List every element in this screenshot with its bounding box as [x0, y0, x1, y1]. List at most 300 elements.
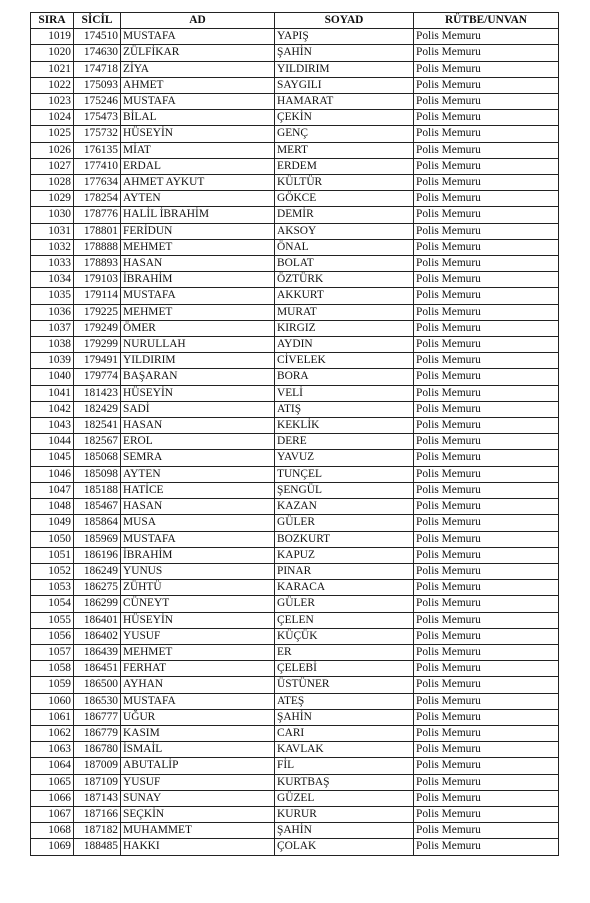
cell-soyad: DEMİR [275, 207, 414, 223]
header-sicil: SİCİL [74, 13, 121, 29]
cell-rutbe-unvan: Polis Memuru [414, 45, 559, 61]
cell-ad: HÜSEYİN [121, 612, 275, 628]
table-row [31, 175, 559, 191]
table-row [31, 499, 559, 515]
cell-sicil: 182429 [74, 401, 121, 417]
cell-sicil: 175246 [74, 94, 121, 110]
cell-rutbe-unvan: Polis Memuru [414, 547, 559, 563]
cell-soyad: ERDEM [275, 158, 414, 174]
table-row [31, 758, 559, 774]
cell-ad: CÜNEYT [121, 596, 275, 612]
cell-ad: MUSTAFA [121, 288, 275, 304]
cell-ad: ABUTALİP [121, 758, 275, 774]
cell-sira: 1046 [31, 466, 74, 482]
table-row [31, 806, 559, 822]
table-row [31, 693, 559, 709]
table-row [31, 369, 559, 385]
cell-soyad: ER [275, 644, 414, 660]
cell-sira: 1033 [31, 256, 74, 272]
cell-sira: 1044 [31, 434, 74, 450]
cell-soyad: KÜÇÜK [275, 628, 414, 644]
cell-sicil: 178888 [74, 239, 121, 255]
personnel-table [30, 12, 559, 856]
cell-rutbe-unvan: Polis Memuru [414, 256, 559, 272]
cell-sicil: 187166 [74, 806, 121, 822]
table-row [31, 661, 559, 677]
cell-sira: 1029 [31, 191, 74, 207]
header-ad: AD [121, 13, 275, 29]
cell-sira: 1062 [31, 725, 74, 741]
table-row [31, 191, 559, 207]
table-row [31, 628, 559, 644]
table-row [31, 774, 559, 790]
cell-ad: MUSTAFA [121, 531, 275, 547]
cell-sicil: 185467 [74, 499, 121, 515]
cell-soyad: SAYGILI [275, 77, 414, 93]
cell-soyad: ÇOLAK [275, 839, 414, 855]
cell-ad: AYHAN [121, 677, 275, 693]
cell-rutbe-unvan: Polis Memuru [414, 823, 559, 839]
table-row [31, 563, 559, 579]
table-row [31, 515, 559, 531]
cell-sicil: 186780 [74, 742, 121, 758]
table-row [31, 337, 559, 353]
cell-sira: 1067 [31, 806, 74, 822]
table-row [31, 94, 559, 110]
table-row [31, 353, 559, 369]
cell-sicil: 174718 [74, 61, 121, 77]
cell-ad: İBRAHİM [121, 547, 275, 563]
cell-sira: 1065 [31, 774, 74, 790]
cell-soyad: CİVELEK [275, 353, 414, 369]
cell-sira: 1069 [31, 839, 74, 855]
table-row [31, 207, 559, 223]
cell-sicil: 179774 [74, 369, 121, 385]
cell-sicil: 187109 [74, 774, 121, 790]
cell-soyad: KURUR [275, 806, 414, 822]
cell-sira: 1039 [31, 353, 74, 369]
cell-rutbe-unvan: Polis Memuru [414, 126, 559, 142]
table-row [31, 547, 559, 563]
cell-ad: FERHAT [121, 661, 275, 677]
cell-sira: 1041 [31, 385, 74, 401]
cell-soyad: ÖNAL [275, 239, 414, 255]
cell-sira: 1066 [31, 790, 74, 806]
cell-soyad: YAPIŞ [275, 29, 414, 45]
cell-ad: AHMET AYKUT [121, 175, 275, 191]
table-row [31, 401, 559, 417]
cell-sira: 1030 [31, 207, 74, 223]
cell-sicil: 174630 [74, 45, 121, 61]
cell-rutbe-unvan: Polis Memuru [414, 758, 559, 774]
cell-ad: MUSTAFA [121, 94, 275, 110]
cell-soyad: ATEŞ [275, 693, 414, 709]
table-row [31, 385, 559, 401]
cell-sicil: 186402 [74, 628, 121, 644]
cell-sira: 1020 [31, 45, 74, 61]
cell-sira: 1057 [31, 644, 74, 660]
cell-sicil: 182567 [74, 434, 121, 450]
cell-sicil: 185098 [74, 466, 121, 482]
cell-rutbe-unvan: Polis Memuru [414, 337, 559, 353]
cell-sicil: 182541 [74, 418, 121, 434]
cell-sicil: 177634 [74, 175, 121, 191]
cell-sicil: 179114 [74, 288, 121, 304]
cell-sicil: 187182 [74, 823, 121, 839]
cell-rutbe-unvan: Polis Memuru [414, 563, 559, 579]
cell-ad: MEHMET [121, 239, 275, 255]
cell-ad: ZÜLFİKAR [121, 45, 275, 61]
cell-ad: UĞUR [121, 709, 275, 725]
cell-ad: ZÜHTÜ [121, 580, 275, 596]
cell-soyad: ÇEKİN [275, 110, 414, 126]
cell-rutbe-unvan: Polis Memuru [414, 353, 559, 369]
cell-sicil: 175473 [74, 110, 121, 126]
table-row [31, 110, 559, 126]
header-sira: SIRA [31, 13, 74, 29]
table-row [31, 434, 559, 450]
cell-rutbe-unvan: Polis Memuru [414, 482, 559, 498]
table-row [31, 239, 559, 255]
cell-sira: 1047 [31, 482, 74, 498]
cell-soyad: GÜLER [275, 515, 414, 531]
table-row [31, 126, 559, 142]
header-rutbe-unvan: RÜTBE/UNVAN [414, 13, 559, 29]
cell-rutbe-unvan: Polis Memuru [414, 450, 559, 466]
cell-sira: 1032 [31, 239, 74, 255]
cell-ad: BİLAL [121, 110, 275, 126]
cell-sicil: 185864 [74, 515, 121, 531]
table-row [31, 612, 559, 628]
cell-sicil: 185068 [74, 450, 121, 466]
cell-sira: 1034 [31, 272, 74, 288]
cell-ad: HAKKI [121, 839, 275, 855]
cell-ad: MEHMET [121, 644, 275, 660]
table-row [31, 61, 559, 77]
cell-ad: SUNAY [121, 790, 275, 806]
cell-sicil: 186439 [74, 644, 121, 660]
cell-ad: ZİYA [121, 61, 275, 77]
cell-sira: 1048 [31, 499, 74, 515]
cell-soyad: KAVLAK [275, 742, 414, 758]
cell-ad: MUSA [121, 515, 275, 531]
cell-rutbe-unvan: Polis Memuru [414, 628, 559, 644]
cell-ad: İBRAHİM [121, 272, 275, 288]
cell-sicil: 186530 [74, 693, 121, 709]
cell-soyad: FİL [275, 758, 414, 774]
cell-sicil: 186275 [74, 580, 121, 596]
cell-soyad: HAMARAT [275, 94, 414, 110]
cell-rutbe-unvan: Polis Memuru [414, 790, 559, 806]
cell-sira: 1051 [31, 547, 74, 563]
cell-soyad: GÜLER [275, 596, 414, 612]
cell-rutbe-unvan: Polis Memuru [414, 239, 559, 255]
cell-sicil: 185969 [74, 531, 121, 547]
cell-sira: 1038 [31, 337, 74, 353]
table-row [31, 288, 559, 304]
cell-ad: MUSTAFA [121, 29, 275, 45]
cell-ad: SEÇKİN [121, 806, 275, 822]
cell-sira: 1063 [31, 742, 74, 758]
table-row [31, 790, 559, 806]
cell-sira: 1024 [31, 110, 74, 126]
cell-sira: 1037 [31, 320, 74, 336]
cell-soyad: KEKLİK [275, 418, 414, 434]
cell-sira: 1060 [31, 693, 74, 709]
table-row [31, 677, 559, 693]
table-row [31, 709, 559, 725]
cell-soyad: ÖZTÜRK [275, 272, 414, 288]
cell-soyad: BOZKURT [275, 531, 414, 547]
cell-rutbe-unvan: Polis Memuru [414, 110, 559, 126]
cell-ad: HASAN [121, 499, 275, 515]
cell-soyad: AYDIN [275, 337, 414, 353]
cell-soyad: BOLAT [275, 256, 414, 272]
cell-rutbe-unvan: Polis Memuru [414, 191, 559, 207]
cell-sira: 1049 [31, 515, 74, 531]
cell-ad: HÜSEYİN [121, 385, 275, 401]
cell-sicil: 181423 [74, 385, 121, 401]
cell-soyad: VELİ [275, 385, 414, 401]
cell-soyad: BORA [275, 369, 414, 385]
cell-sira: 1035 [31, 288, 74, 304]
cell-sira: 1036 [31, 304, 74, 320]
table-row [31, 29, 559, 45]
cell-ad: HASAN [121, 256, 275, 272]
cell-sira: 1031 [31, 223, 74, 239]
table-row [31, 482, 559, 498]
cell-rutbe-unvan: Polis Memuru [414, 693, 559, 709]
table-row [31, 45, 559, 61]
table-row [31, 839, 559, 855]
cell-sira: 1027 [31, 158, 74, 174]
table-row [31, 725, 559, 741]
table-row [31, 823, 559, 839]
cell-soyad: KARACA [275, 580, 414, 596]
table-row [31, 256, 559, 272]
cell-rutbe-unvan: Polis Memuru [414, 596, 559, 612]
cell-soyad: GÜZEL [275, 790, 414, 806]
cell-sira: 1042 [31, 401, 74, 417]
cell-soyad: GENÇ [275, 126, 414, 142]
table-row [31, 77, 559, 93]
cell-sira: 1022 [31, 77, 74, 93]
cell-sicil: 178254 [74, 191, 121, 207]
cell-rutbe-unvan: Polis Memuru [414, 806, 559, 822]
cell-rutbe-unvan: Polis Memuru [414, 175, 559, 191]
cell-rutbe-unvan: Polis Memuru [414, 742, 559, 758]
cell-sicil: 187009 [74, 758, 121, 774]
cell-rutbe-unvan: Polis Memuru [414, 644, 559, 660]
cell-rutbe-unvan: Polis Memuru [414, 94, 559, 110]
cell-ad: AYTEN [121, 191, 275, 207]
cell-soyad: MERT [275, 142, 414, 158]
cell-sicil: 179491 [74, 353, 121, 369]
cell-ad: SADİ [121, 401, 275, 417]
cell-sicil: 179299 [74, 337, 121, 353]
cell-rutbe-unvan: Polis Memuru [414, 677, 559, 693]
table-row [31, 466, 559, 482]
cell-sira: 1021 [31, 61, 74, 77]
cell-soyad: MURAT [275, 304, 414, 320]
table-row [31, 142, 559, 158]
cell-ad: HALİL İBRAHİM [121, 207, 275, 223]
cell-rutbe-unvan: Polis Memuru [414, 709, 559, 725]
cell-sicil: 186500 [74, 677, 121, 693]
cell-ad: HÜSEYİN [121, 126, 275, 142]
cell-ad: NURULLAH [121, 337, 275, 353]
cell-sira: 1052 [31, 563, 74, 579]
cell-sira: 1025 [31, 126, 74, 142]
cell-sicil: 178776 [74, 207, 121, 223]
cell-rutbe-unvan: Polis Memuru [414, 77, 559, 93]
cell-rutbe-unvan: Polis Memuru [414, 612, 559, 628]
cell-rutbe-unvan: Polis Memuru [414, 142, 559, 158]
table-row [31, 580, 559, 596]
cell-sicil: 186779 [74, 725, 121, 741]
cell-sicil: 186401 [74, 612, 121, 628]
cell-ad: EROL [121, 434, 275, 450]
table-header-row [31, 13, 559, 29]
cell-sicil: 175732 [74, 126, 121, 142]
cell-sicil: 187143 [74, 790, 121, 806]
cell-rutbe-unvan: Polis Memuru [414, 466, 559, 482]
cell-sira: 1040 [31, 369, 74, 385]
cell-soyad: ŞAHİN [275, 45, 414, 61]
cell-sira: 1061 [31, 709, 74, 725]
cell-rutbe-unvan: Polis Memuru [414, 385, 559, 401]
cell-ad: MİAT [121, 142, 275, 158]
cell-ad: YUNUS [121, 563, 275, 579]
cell-sicil: 175093 [74, 77, 121, 93]
cell-soyad: ŞENGÜL [275, 482, 414, 498]
cell-sira: 1053 [31, 580, 74, 596]
cell-soyad: ATIŞ [275, 401, 414, 417]
cell-sicil: 185188 [74, 482, 121, 498]
cell-sicil: 186451 [74, 661, 121, 677]
cell-soyad: CARI [275, 725, 414, 741]
cell-soyad: PINAR [275, 563, 414, 579]
cell-soyad: ÇELEN [275, 612, 414, 628]
cell-sicil: 186249 [74, 563, 121, 579]
cell-ad: AYTEN [121, 466, 275, 482]
cell-rutbe-unvan: Polis Memuru [414, 839, 559, 855]
cell-sira: 1019 [31, 29, 74, 45]
cell-sicil: 176135 [74, 142, 121, 158]
cell-ad: MEHMET [121, 304, 275, 320]
cell-sicil: 186299 [74, 596, 121, 612]
cell-soyad: KIRGIZ [275, 320, 414, 336]
cell-sicil: 174510 [74, 29, 121, 45]
cell-rutbe-unvan: Polis Memuru [414, 725, 559, 741]
cell-sira: 1050 [31, 531, 74, 547]
cell-sicil: 186777 [74, 709, 121, 725]
cell-ad: HATİCE [121, 482, 275, 498]
cell-soyad: ŞAHİN [275, 709, 414, 725]
cell-soyad: YAVUZ [275, 450, 414, 466]
header-soyad: SOYAD [275, 13, 414, 29]
cell-rutbe-unvan: Polis Memuru [414, 320, 559, 336]
cell-sicil: 179103 [74, 272, 121, 288]
cell-sicil: 179249 [74, 320, 121, 336]
cell-soyad: KAZAN [275, 499, 414, 515]
cell-soyad: ŞAHİN [275, 823, 414, 839]
cell-rutbe-unvan: Polis Memuru [414, 29, 559, 45]
cell-soyad: TUNÇEL [275, 466, 414, 482]
cell-rutbe-unvan: Polis Memuru [414, 661, 559, 677]
table-body [31, 29, 559, 855]
cell-ad: FERİDUN [121, 223, 275, 239]
cell-sira: 1054 [31, 596, 74, 612]
table-row [31, 596, 559, 612]
cell-soyad: YILDIRIM [275, 61, 414, 77]
cell-ad: ÖMER [121, 320, 275, 336]
cell-ad: AHMET [121, 77, 275, 93]
cell-ad: MUSTAFA [121, 693, 275, 709]
cell-rutbe-unvan: Polis Memuru [414, 434, 559, 450]
cell-rutbe-unvan: Polis Memuru [414, 61, 559, 77]
cell-rutbe-unvan: Polis Memuru [414, 223, 559, 239]
table-row [31, 742, 559, 758]
cell-sira: 1064 [31, 758, 74, 774]
cell-soyad: ÜSTÜNER [275, 677, 414, 693]
cell-ad: İSMAİL [121, 742, 275, 758]
table-row [31, 450, 559, 466]
cell-rutbe-unvan: Polis Memuru [414, 531, 559, 547]
cell-sira: 1045 [31, 450, 74, 466]
cell-ad: ERDAL [121, 158, 275, 174]
cell-sira: 1028 [31, 175, 74, 191]
cell-ad: HASAN [121, 418, 275, 434]
cell-rutbe-unvan: Polis Memuru [414, 304, 559, 320]
cell-rutbe-unvan: Polis Memuru [414, 774, 559, 790]
cell-ad: YUSUF [121, 774, 275, 790]
cell-sira: 1055 [31, 612, 74, 628]
cell-sicil: 178801 [74, 223, 121, 239]
table-row [31, 418, 559, 434]
cell-rutbe-unvan: Polis Memuru [414, 272, 559, 288]
table-row [31, 158, 559, 174]
cell-rutbe-unvan: Polis Memuru [414, 580, 559, 596]
cell-soyad: KÜLTÜR [275, 175, 414, 191]
cell-sicil: 178893 [74, 256, 121, 272]
cell-soyad: KURTBAŞ [275, 774, 414, 790]
cell-sira: 1043 [31, 418, 74, 434]
cell-ad: YUSUF [121, 628, 275, 644]
cell-rutbe-unvan: Polis Memuru [414, 515, 559, 531]
cell-rutbe-unvan: Polis Memuru [414, 288, 559, 304]
cell-ad: BAŞARAN [121, 369, 275, 385]
table-row [31, 223, 559, 239]
cell-sira: 1068 [31, 823, 74, 839]
cell-ad: YILDIRIM [121, 353, 275, 369]
cell-soyad: DERE [275, 434, 414, 450]
cell-sira: 1058 [31, 661, 74, 677]
cell-sira: 1023 [31, 94, 74, 110]
cell-ad: MUHAMMET [121, 823, 275, 839]
cell-rutbe-unvan: Polis Memuru [414, 158, 559, 174]
cell-sira: 1059 [31, 677, 74, 693]
cell-sicil: 188485 [74, 839, 121, 855]
cell-rutbe-unvan: Polis Memuru [414, 369, 559, 385]
cell-ad: KASIM [121, 725, 275, 741]
table-row [31, 272, 559, 288]
cell-sira: 1056 [31, 628, 74, 644]
table-row [31, 320, 559, 336]
table-row [31, 531, 559, 547]
table-row [31, 304, 559, 320]
cell-rutbe-unvan: Polis Memuru [414, 418, 559, 434]
